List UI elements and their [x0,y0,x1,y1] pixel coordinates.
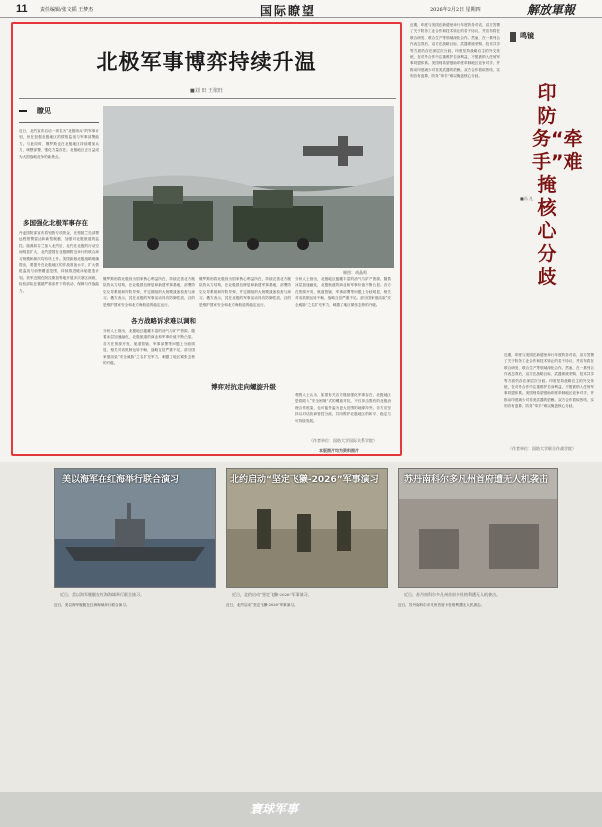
body-col-4b: 观察人士认为，如果有关各方继续强化军事存在，北极地区恐将陷入“安全困境”式的螺旋对抗，不仅冲击既有的北极治理合作框架，也可能外溢为更大范围的地缘冲突。各方应坚持以对话协商管控分歧，共同维护北极地区的和平、稳定与可持续发展。 [295,393,391,423]
article-byline: ■刘 田 王依旺 [190,88,223,94]
page-footer [0,792,602,827]
right-column [406,22,596,456]
body-col-2b: 分析人士指出，北极地区蕴藏丰富的油气与矿产资源，随着冰层加速融化，北极航道的商业和军事价值不断凸显。各方在资源开发、航道管辖、军事部署等问题上分歧明显，相关对话机制运转不畅，战略互信严重不足。部分国家借渲染“安全威胁”之名扩充军力，刺激了地区紧张态势的升级。 [103,329,195,366]
subheading-3: 博弈对抗走向螺旋升级 [211,383,276,391]
photo-nato-drill [226,468,388,588]
article-title: 北极军事博弈持续升温 [96,50,317,74]
photo-title-1: 美以海军在红海举行联合演习 [62,475,180,485]
body-col-2a: 俄罗斯则将北极视为国家核心利益所在，持续完善北方舰队的兵力结构，在北极群岛修复和新建军事基地，部署防空反导系统和岸防导弹，并定期组织大规模战备检查与演习。俄方表示，其在北极的军事活动具有防御性质，目的是维护国家安全和北方海航道的稳定运行。 [103,277,195,307]
damaged-building-illustration [399,469,558,588]
photo-title-2: 北约启动“坚定飞獭-2026”军事演习 [230,475,379,485]
right-column-tag: 鸣镜 [520,31,534,40]
divider [19,122,99,123]
newspaper-logo: 解放軍報 [527,3,576,17]
editor-line: 责任编辑/张文韬 王梦杰 [40,7,94,13]
author-note: （作者单位：国防大学国际关系学院） [309,438,377,443]
tag-marker [510,32,516,42]
photo-caption-1: 近日，美以海军舰艇在红海海域举行联合演习。 [60,592,144,597]
body-col-3: 俄罗斯则将北极视为国家核心利益所在，持续完善北方舰队的兵力结构，在北极群岛修复和新建军事基地，部署防空反导系统和岸防导弹，并定期组织大规模战备检查与演习。俄方表示，其在北极的军事活动具有防御性质，目的是维护国家安全和北方海航道的稳定运行。 [199,277,291,307]
page-header [0,0,602,18]
right-byline: ■冯 凡 [520,196,534,201]
photo-navy-drill [54,468,216,588]
bottom-text-1: 近日，美以海军舰艇在红海海域举行联合演习。 [54,603,130,607]
page-number: 11 [16,3,28,15]
highlighted-article[interactable] [11,22,402,456]
military-vehicles-illustration [103,106,394,268]
bottom-text-3: 近日，苏丹南科尔多凡州首府卡杜格利遭无人机袭击。 [398,603,485,607]
body-col-1: 丹麦国防部宣布将划拨专项资金，在格陵兰岛部署远程预警雷达和新型舰艇，加强对北极航道的监控。瑞典和芬兰加入北约后，北约在北极的行动空间明显扩大，北约盟国在北极圈附近举行的联合演习规模和频次均有所上升。美国新版北极战略明确提出，要提升在北极地区的作战准备水平，扩大情报监视与侦察覆盖范围，持续推进破冰船建造计划。美军近期在阿拉斯加等地开展多次寒区演练，检验部队在极端严寒条件下的机动、保障与作战能力。 [19,231,99,293]
photo-caption-3: 近日，苏丹南科尔多凡州首府卡杜格利遭无人机袭击。 [404,592,500,597]
section-title: 国际瞭望 [260,4,317,18]
right-author-note: （作者单位：国防大学联合作战学院） [508,446,576,451]
soldiers-illustration [227,469,388,588]
subheading-1: 多国强化北极军事存在 [23,219,88,227]
main-photo [103,106,394,268]
issue-date: 2026年2月2日 星期四 [430,7,481,13]
image-source-note: 本版图片均为资料图片 [319,448,359,453]
warship-illustration [55,469,216,588]
subheading-2: 各方战略诉求难以调和 [131,317,196,325]
column-tag: 瞭见 [37,106,51,115]
photo-credit: 制图：胡晶鸣 [343,270,367,275]
footer-brand: 寰球军事 [250,802,299,816]
divider [19,98,396,99]
tag-marker [19,110,27,112]
vertical-headline: 印防务“牵手”难掩核心分歧 [532,82,583,288]
right-body-col-2: 近期，印度与美国在新德里举行年度防务对话，双方签署了关于防务工业合作和技术转让的若干协议，并宣布将在联合研发、联合生产等领域深化合作。然而，在一系列合作表态背后，双方在战略目标、武器系统采购、技术共享等方面仍存在深层次分歧。印度坚持战略自主的外交传统，在对外合作中注重维护自身利益，不愿被纳入任何军事同盟体系。美国则希望借助印度牵制地区竞争对手，并推动印度减少对非美武器的依赖。双方合作看似热络，实则各有盘算，防务“牵手”难以掩盖核心分歧。 [504,353,594,409]
photo-sudan-attack [398,468,558,588]
photo-caption-2: 近日，北约启动“坚定飞獭-2026”军事演习。 [232,592,312,597]
lead-paragraph: 近日，北约宣布启动一项名为“北极哨兵”的军事计划，旨在加强北极地区的情报监视与军事部署能力。与此同时，俄罗斯也在北极地区持续增加兵力，调整部署，强化力量存在。北极地区正日益成为大国战略竞争的新焦点。 [19,129,99,159]
bottom-text-2: 近日，北约启动“坚定飞獭-2026”军事演习。 [226,603,298,607]
bottom-photo-band [0,462,602,827]
right-body-col-1: 近期，印度与美国在新德里举行年度防务对话，双方签署了关于防务工业合作和技术转让的若干协议，并宣布将在联合研发、联合生产等领域深化合作。然而，在一系列合作表态背后，双方在战略目标、武器系统采购、技术共享等方面仍存在深层次分歧。印度坚持战略自主的外交传统，在对外合作中注重维护自身利益，不愿被纳入任何军事同盟体系。美国则希望借助印度牵制地区竞争对手，并推动印度减少对非美武器的依赖。双方合作看似热络，实则各有盘算，防务“牵手”难以掩盖核心分歧。 [410,23,500,79]
photo-title-3: 苏丹南科尔多凡州首府遭无人机袭击 [404,475,549,485]
body-col-4: 分析人士指出，北极地区蕴藏丰富的油气与矿产资源，随着冰层加速融化，北极航道的商业和军事价值不断凸显。各方在资源开发、航道管辖、军事部署等问题上分歧明显，相关对话机制运转不畅，战略互信严重不足。部分国家借渲染“安全威胁”之名扩充军力，刺激了地区紧张态势的升级。 [295,277,391,307]
